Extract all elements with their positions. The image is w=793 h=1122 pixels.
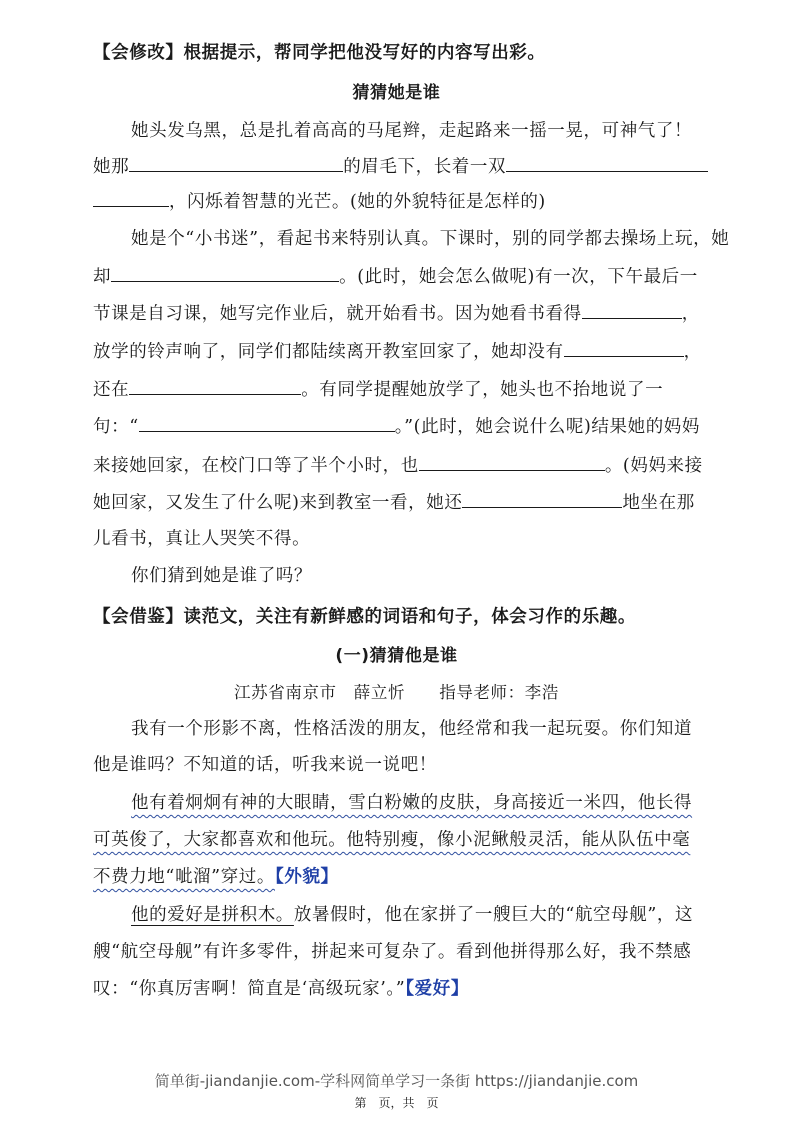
answer-blank-quote[interactable] [139, 413, 395, 432]
section2-heading: 【会借鉴】读范文，关注有新鲜感的词语和句子，体会习作的乐趣。 [93, 607, 636, 627]
answer-blank-mother[interactable] [419, 452, 605, 471]
s1-para2-line5: 还在 。有同学提醒她放学了，她头也不抬地说了一 [93, 376, 733, 403]
s2-para3-line2: 艘“航空母舰”有许多零件，拼起来可复杂了。看到他拼得那么好，我不禁感 [93, 942, 692, 962]
section1-title: 猜猜她是谁 [352, 83, 441, 103]
hobby-tag: 【爱好】 [405, 979, 469, 999]
s2-para2-line3: 不费力地“呲溜”穿过。【外貌】 [93, 867, 339, 887]
s1-para2-line8: 她回家，又发生了什么呢)来到教室一看，她还 地坐在那 [93, 489, 733, 516]
answer-blank-reading[interactable] [582, 300, 682, 319]
answer-blank-eyes[interactable] [506, 153, 708, 172]
s1-para2-line6: 句：“ 。”(此时，她会说什么呢)结果她的妈妈 [93, 413, 733, 440]
footer-watermark: 简单街-jiandanjie.com-学科网简单学习一条街 https://jiandanjie.com [154, 1072, 639, 1090]
answer-blank-manner[interactable] [462, 489, 622, 508]
footer-page-number: 第 页，共 页 [354, 1096, 439, 1110]
s1-para3: 你们猜到她是谁了吗？ [131, 566, 312, 586]
s2-para2-line2: 可英俊了，大家都喜欢和他玩。他特别瘦，像小泥鳅般灵活，能从队伍中毫 [93, 830, 691, 850]
s2-para1-line1: 我有一个形影不离，性格活泼的朋友，他经常和我一起玩耍。你们知道 [131, 719, 693, 739]
answer-blank-still[interactable] [129, 376, 301, 395]
s1-para2-line4: 放学的铃声响了，同学们都陆续离开教室回家了，她却没有 ， [93, 338, 733, 365]
section2-byline: 江苏省南京市 薛立忻 指导老师：李浩 [234, 683, 559, 702]
s2-para2-line1: 他有着炯炯有神的大眼睛，雪白粉嫩的皮肤，身高接近一米四，他长得 [131, 793, 693, 813]
s1-para1-line2: 她那 的眉毛下，长着一双 [93, 153, 733, 180]
answer-blank-eyebrow[interactable] [129, 153, 343, 172]
section1-heading: 【会修改】根据提示，帮同学把他没写好的内容写出彩。 [93, 43, 546, 63]
s2-para3-line1: 他的爱好是拼积木。放暑假时，他在家拼了一艘巨大的“航空母舰”，这 [131, 905, 694, 925]
s1-para1-line1: 她头发乌黑，总是扎着高高的马尾辫，走起路来一摇一晃，可神气了！ [131, 121, 693, 141]
s1-para2-line9: 儿看书，真让人哭笑不得。 [93, 529, 311, 549]
s1-para2-line1: 她是个“小书迷”，看起书来特别认真。下课时，别的同学都去操场上玩，她 [131, 229, 730, 249]
section2-title: (一)猜猜他是谁 [335, 646, 458, 666]
s2-para3-line3: 叹：“你真厉害啊！简直是‘高级玩家’。”【爱好】 [93, 979, 469, 999]
answer-blank-not-leave[interactable] [564, 338, 684, 357]
s1-para2-line2: 却 。(此时，她会怎么做呢)有一次，下午最后一 [93, 263, 733, 290]
answer-blank-break-time[interactable] [111, 263, 339, 282]
s1-para2-line7: 来接她回家，在校门口等了半个小时，也 。(妈妈来接 [93, 452, 733, 479]
s1-para1-line3: ，闪烁着智慧的光芒。(她的外貌特征是怎样的) [93, 188, 733, 215]
answer-blank-eyes-cont[interactable] [93, 188, 169, 207]
appearance-tag: 【外貌】 [275, 867, 339, 887]
s2-para1-line2: 他是谁吗？不知道的话，听我来说一说吧！ [93, 755, 437, 775]
s1-para2-line3: 节课是自习课，她写完作业后，就开始看书。因为她看书看得 ， [93, 300, 733, 327]
